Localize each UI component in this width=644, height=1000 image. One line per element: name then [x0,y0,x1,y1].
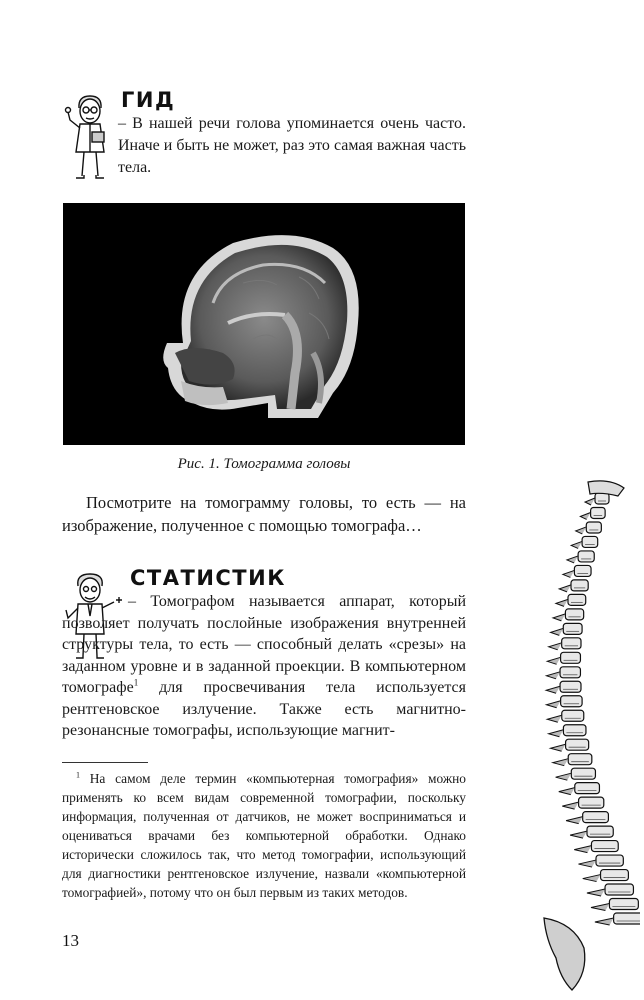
vertebra [553,754,592,766]
vertebra [551,623,583,635]
page-number: 13 [62,931,79,950]
spine-illustration [484,478,640,996]
guide-character-icon [62,92,112,184]
vertebra [585,493,609,505]
vertebra [549,638,581,650]
tomogram-image [63,203,465,445]
intro-paragraph: Посмотрите на томограмму головы, то есть — на изображение, полученное с помощью томографа… [62,493,466,535]
vertebra [595,913,640,925]
vertebra [547,652,580,664]
vertebra [576,522,602,534]
vertebra [559,783,600,795]
vertebra [550,739,588,751]
statistician-text [62,591,466,742]
footnote-text: На самом деле термин «компьютерная томография» можно применять ко всем видам современной томографии, поскольку информация, полученная от датчиков, не может восприниматься и оцениваться врачами без компьютерной обработки. Однако исторически сложилось так, что метод томографии, использующий для диагностики рентгеновское излучение, назвали «компьютерной томографией», потому что он был первым из таких методов. [62,771,466,900]
vertebra [556,768,596,780]
vertebra [563,565,591,577]
footnote-reference[interactable]: 1 [133,677,139,688]
vertebra [574,841,618,853]
vertebra [562,797,604,809]
vertebra [578,855,623,867]
figure-caption: Рис. 1. Томограмма головы [177,456,351,472]
vertebra [546,681,581,693]
sacrum [544,918,585,990]
vertebra [591,899,638,911]
guide-heading: ГИД [121,88,176,112]
footnote-divider [62,762,148,763]
atlas-vertebra [588,481,624,496]
vertebra [580,507,605,519]
footnote [62,769,466,902]
vertebra [546,667,580,679]
vertebra [570,826,613,838]
vertebra [556,594,586,606]
guide-text: – В нашей речи голова упоминается очень часто. Иначе и быть не может, раз это самая важная часть тела. [118,115,466,176]
footnote-marker: 1 [76,770,80,780]
vertebra [547,710,584,722]
vertebra [559,580,588,592]
statistician-text-part1: – Томографом называется аппарат, который позволяет получать послойные изображения внутренней структуры тела, то есть — способный делать «срезы» на заданном уровне и в заданной проекции. В компьютерном томографе [62,593,466,696]
statistician-heading: СТАТИСТИК [130,566,286,590]
vertebra [587,884,634,896]
vertebra [553,609,584,621]
statistician-text-part2: для просвечивания тела используется рентгеновское излучение. Также есть магнитно-резонансные томографы, использующие магнит- [62,679,466,739]
vertebra [567,551,594,563]
vertebra [566,812,608,824]
vertebra [571,536,598,548]
vertebra [549,725,586,737]
vertebra [546,696,582,708]
vertebra [583,870,629,882]
